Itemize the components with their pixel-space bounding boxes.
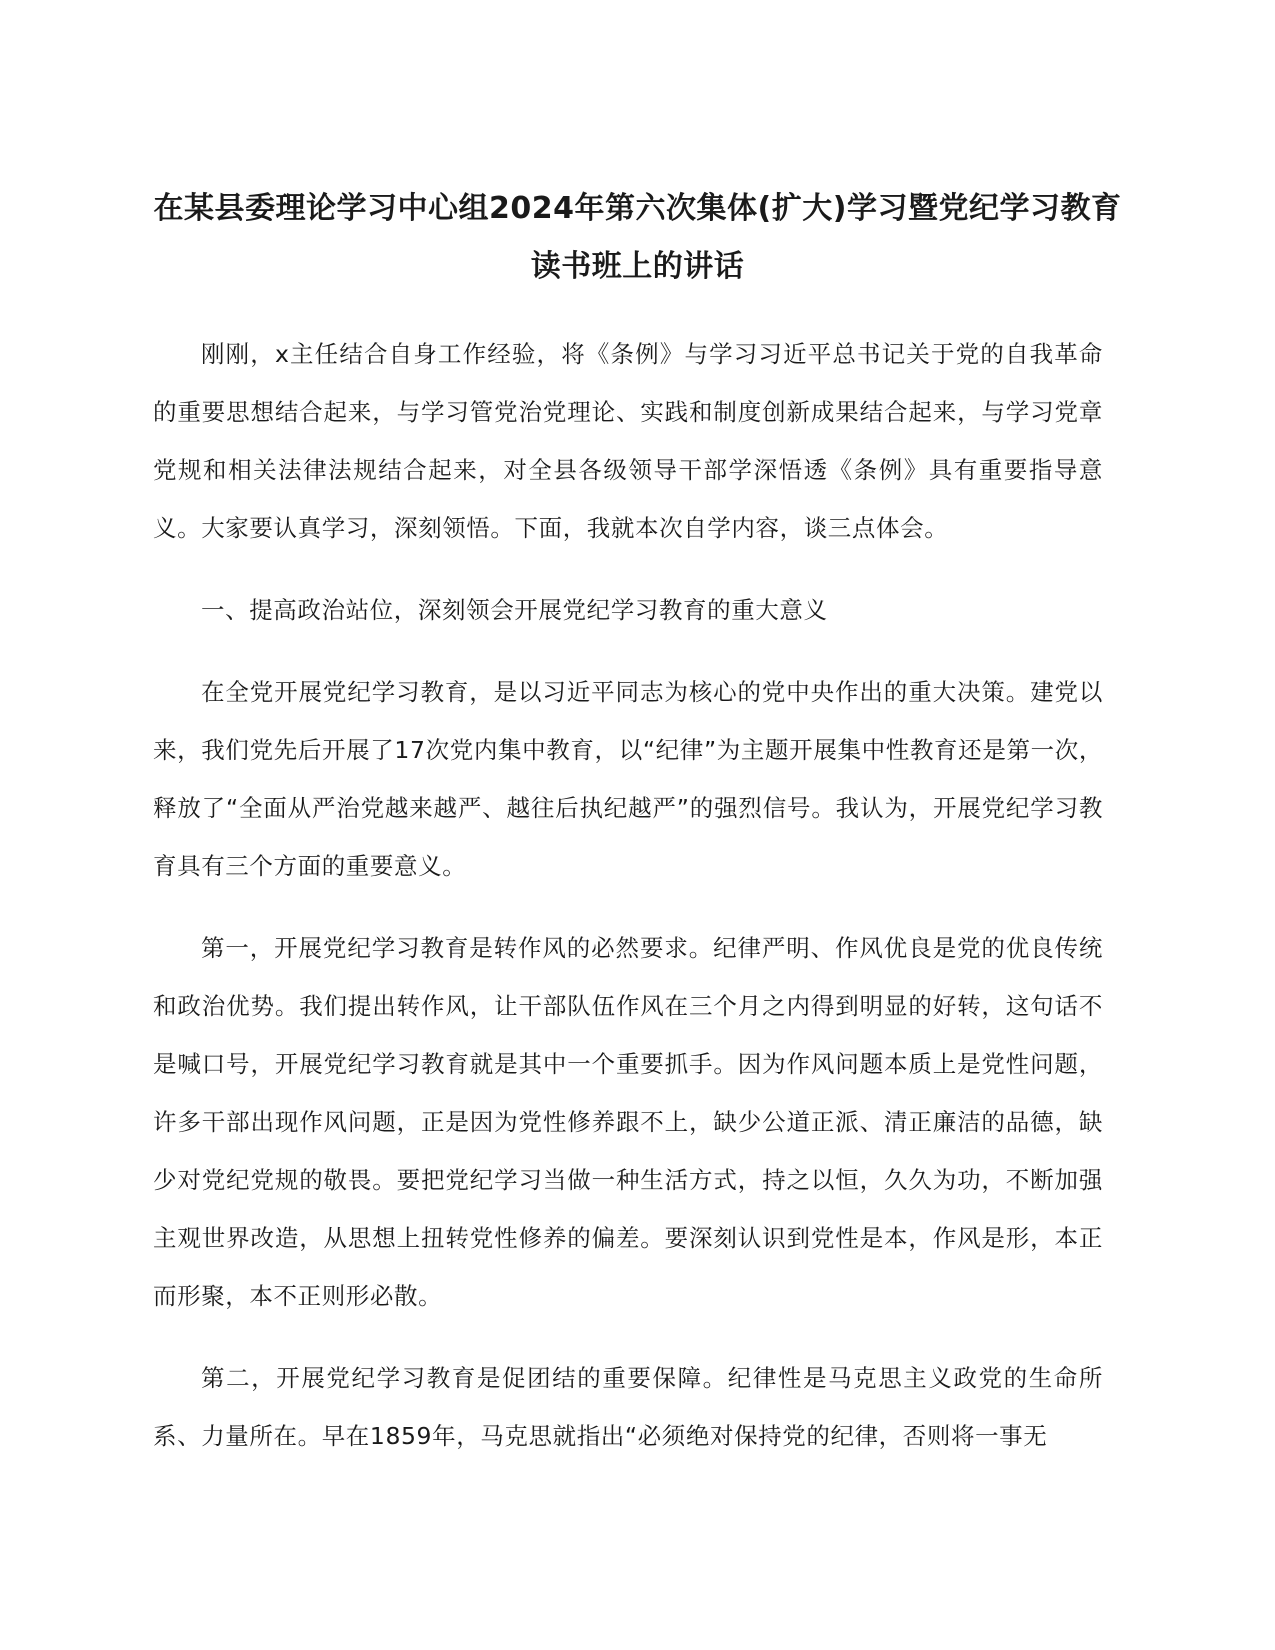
paragraph-second-point: 第二，开展党纪学习教育是促团结的重要保障。纪律性是马克思主义政党的生命所系、力量所在。早在1859年，马克思就指出“必须绝对保持党的纪律，否则将一事无 <box>153 1364 1103 1450</box>
paragraph-first-point: 第一，开展党纪学习教育是转作风的必然要求。纪律严明、作风优良是党的优良传统和政治优势。我们提出转作风，让干部队伍作风在三个月之内得到明显的好转，这句话不是喊口号，开展党纪学习教育就是其中一个重要抓手。因为作风问题本质上是党性问题，许多干部出现作风问题，正是因为党性修养跟不上，缺少公道正派、清正廉洁的品德，缺少对党纪党规的敬畏。要把党纪学习当做一种生活方式，持之以恒，久久为功，不断加强主观世界改造，从思想上扭转党性修养的偏差。要深刻认识到党性是本，作风是形，本正而形聚，本不正则形必散。 <box>153 934 1103 1310</box>
document-title: 在某县委理论学习中心组2024年第六次集体(扩大)学习暨党纪学习教育读书班上的讲话 <box>153 191 1122 284</box>
section-heading-1: 一、提高政治站位，深刻领会开展党纪学习教育的重大意义 <box>201 596 828 624</box>
document-body <box>153 325 1103 1489</box>
paragraph-significance: 在全党开展党纪学习教育，是以习近平同志为核心的党中央作出的重大决策。建党以来，我们党先后开展了17次党内集中教育，以“纪律”为主题开展集中性教育还是第一次，释放了“全面从严治党越来越严、越往后执纪越严”的强烈信号。我认为，开展党纪学习教育具有三个方面的重要意义。 <box>153 678 1103 880</box>
paragraph-intro: 刚刚，x主任结合自身工作经验，将《条例》与学习习近平总书记关于党的自我革命的重要思想结合起来，与学习管党治党理论、实践和制度创新成果结合起来，与学习党章党规和相关法律法规结合起来，对全县各级领导干部学深悟透《条例》具有重要指导意义。大家要认真学习，深刻领悟。下面，我就本次自学内容，谈三点体会。 <box>153 340 1103 542</box>
